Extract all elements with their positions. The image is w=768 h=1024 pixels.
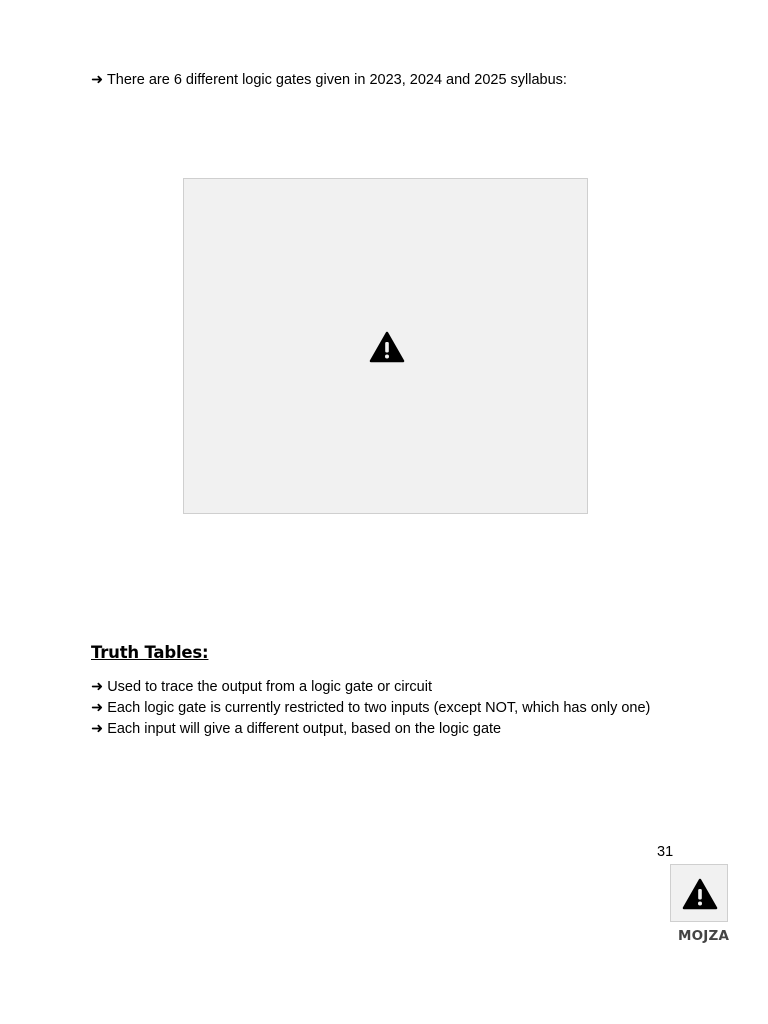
list-item-text: Each logic gate is currently restricted to two inputs (except NOT, which has only one) [107,700,651,716]
list-item-text: Each input will give a different output, based on the logic gate [107,721,502,737]
warning-triangle-icon [369,331,405,363]
list-item [91,698,651,719]
section-heading: Truth Tables: [91,643,209,662]
arrow-icon: ➜ [91,679,104,695]
page-number: 31 [657,844,674,860]
intro-text: There are 6 different logic gates given in 2023, 2024 and 2025 syllabus: [106,72,567,88]
logo-placeholder [670,864,728,922]
logo-text: MOJZA [678,928,730,944]
arrow-icon: ➜ [91,700,104,716]
list-item-text: Used to trace the output from a logic gate or circuit [107,679,432,695]
list-item [91,719,651,740]
list-item [91,677,651,698]
broken-image-placeholder [183,178,588,514]
intro-line [91,70,567,90]
warning-triangle-icon [682,878,718,910]
bullet-list [91,677,651,740]
arrow-icon: ➜ [91,721,104,737]
arrow-icon: ➜ [91,72,104,88]
